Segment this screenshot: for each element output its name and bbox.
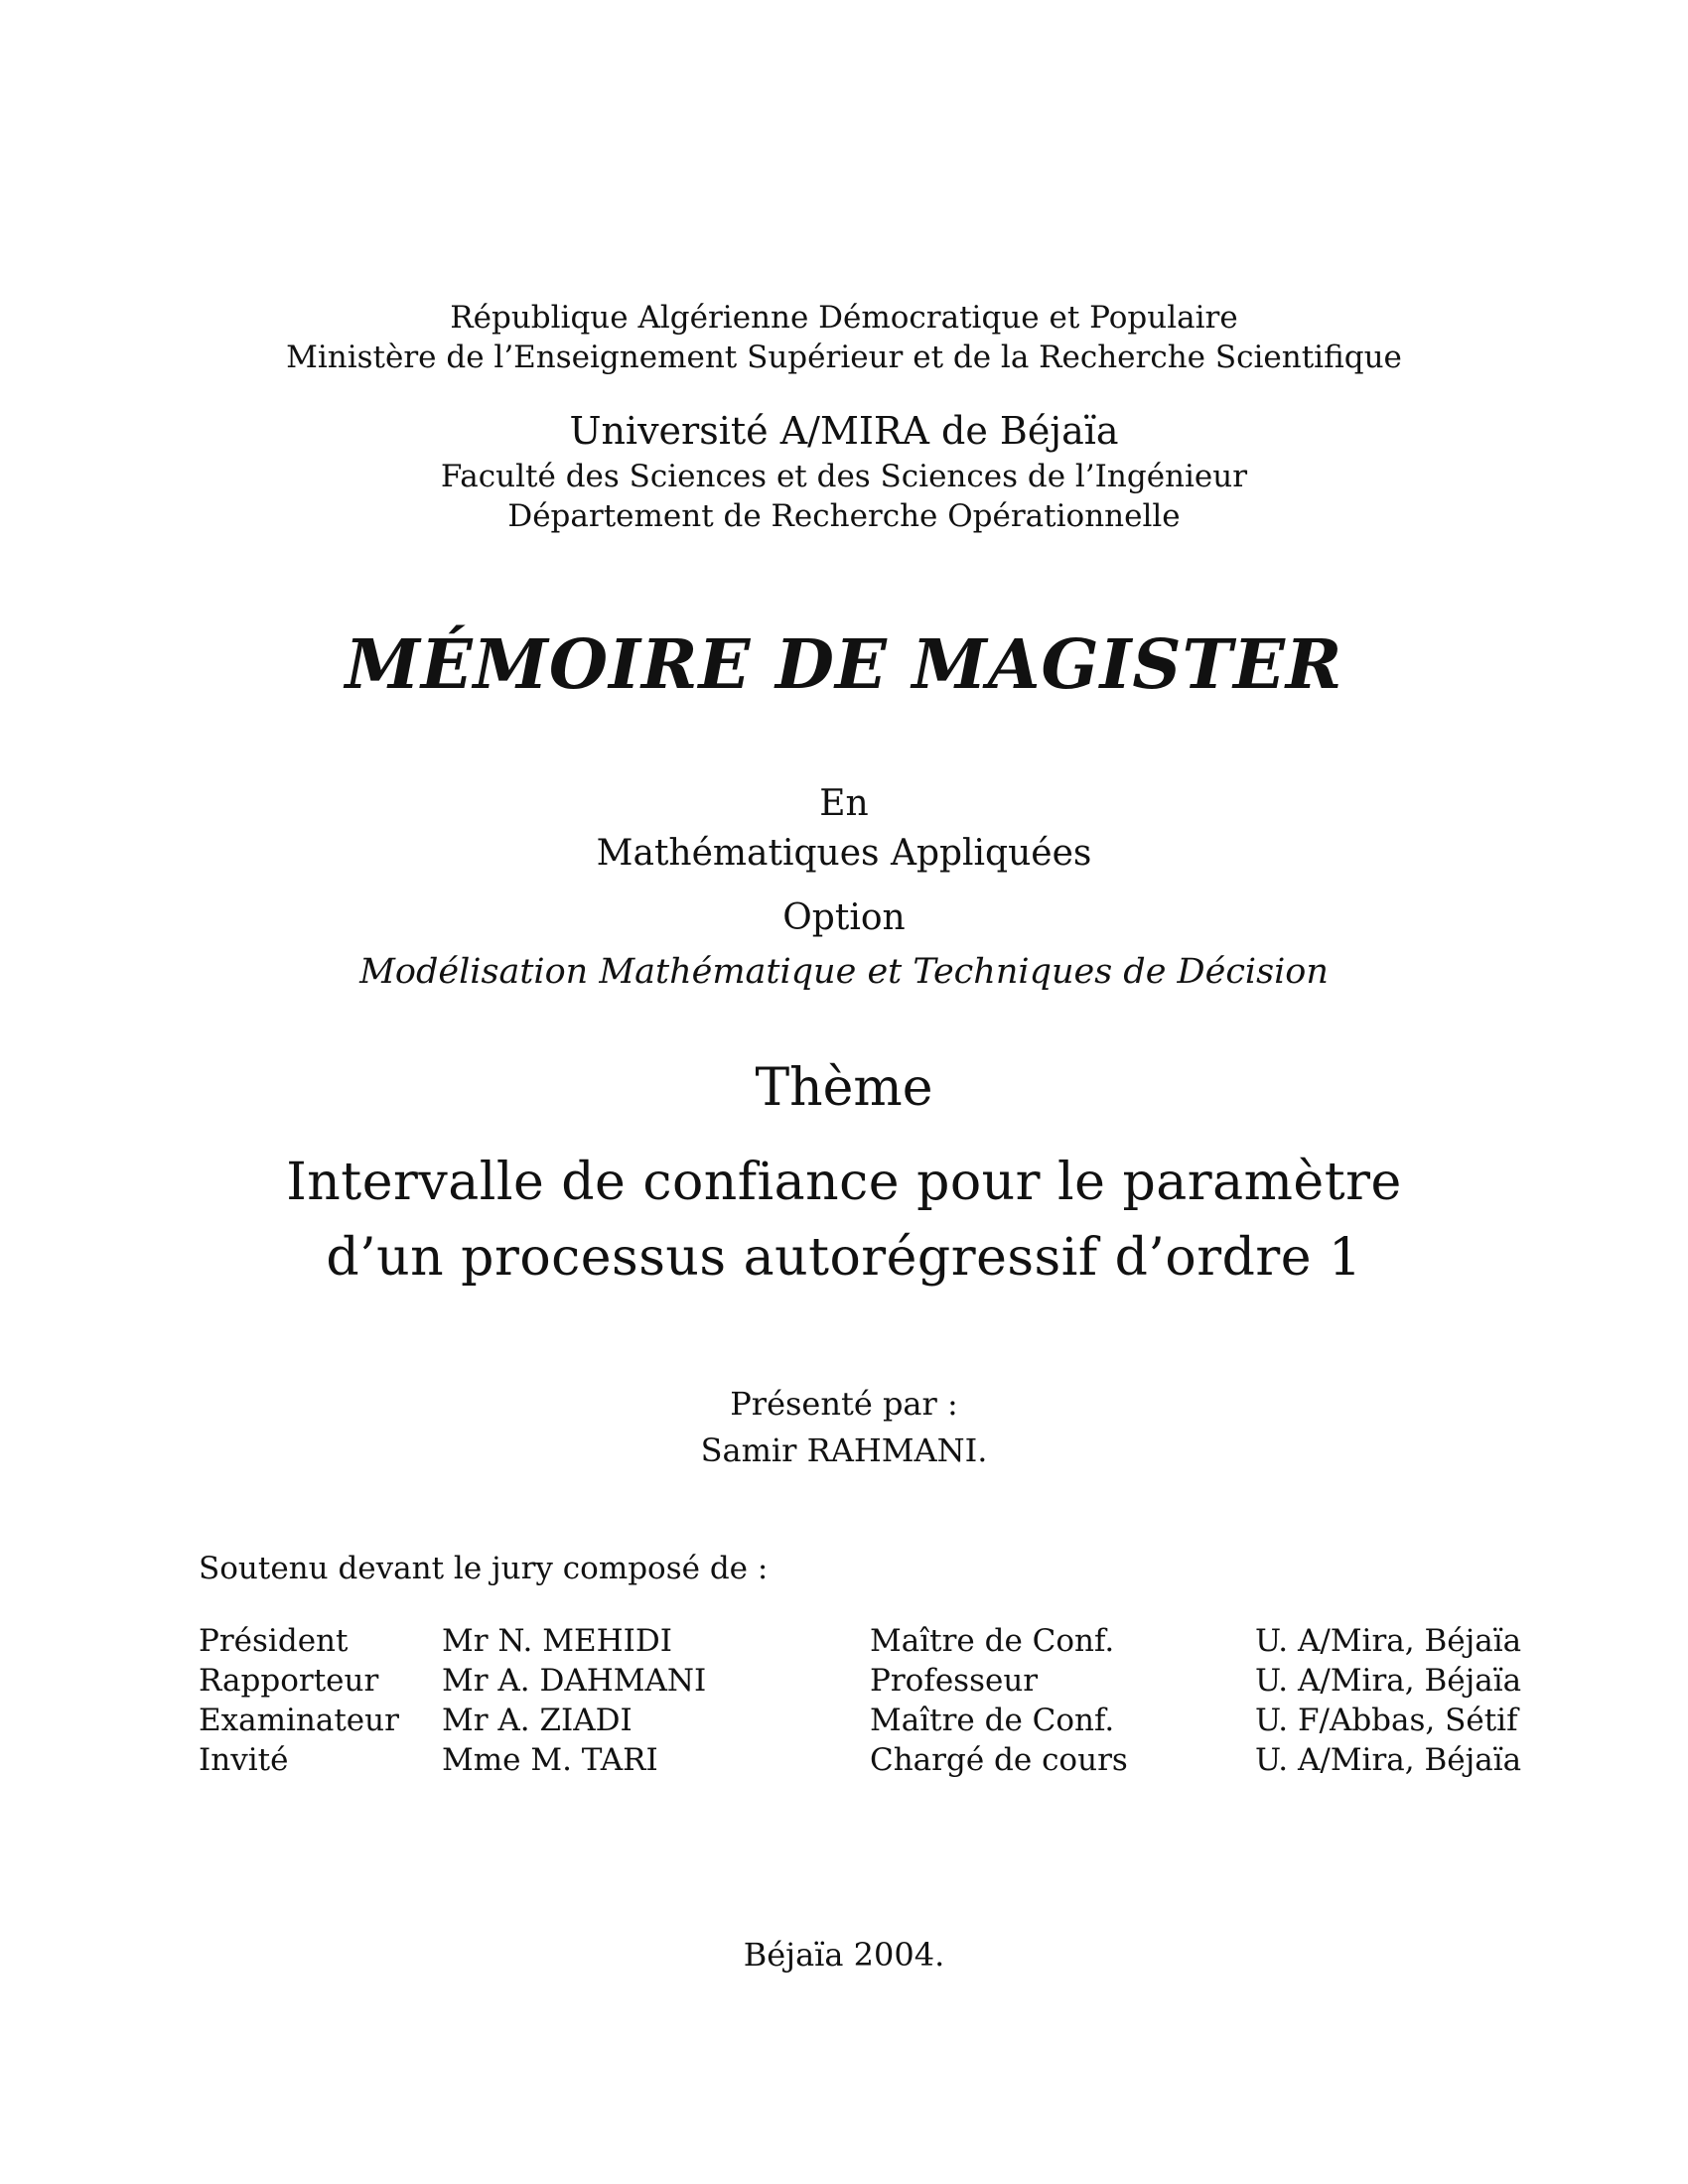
jury-institution: U. F/Abbas, Sétif [1255, 1703, 1518, 1738]
jury-institution: U. A/Mira, Béjaïa [1255, 1663, 1522, 1699]
university-name: Université A/MIRA de Béjaïa [569, 409, 1119, 453]
jury-grade: Maître de Conf. [870, 1623, 1115, 1659]
jury-member-name: Mr A. ZIADI [442, 1703, 633, 1738]
faculty-name: Faculté des Sciences et des Sciences de l’Ingénieur [440, 459, 1248, 494]
thesis-title-line-2: d’un processus autorégressif d’ordre 1 [326, 1228, 1362, 1288]
presenter-name: Samir RAHMANI. [700, 1432, 988, 1469]
jury-role: Examinateur [199, 1703, 399, 1738]
jury-role: Président [199, 1623, 349, 1659]
document-title: MÉMOIRE DE MAGISTER [345, 625, 1343, 705]
en-label: En [819, 783, 869, 824]
place-year: Béjaïa 2004. [743, 1936, 945, 1974]
presenter-label: Présenté par : [730, 1385, 958, 1423]
jury-grade: Chargé de cours [870, 1742, 1128, 1778]
republic-line: République Algérienne Démocratique et Populaire [450, 300, 1238, 336]
ministry-line: Ministère de l’Enseignement Supérieur et de la Recherche Scientifique [286, 340, 1402, 375]
jury-institution: U. A/Mira, Béjaïa [1255, 1742, 1522, 1778]
option-name: Modélisation Mathématique et Techniques de Décision [359, 952, 1329, 992]
jury-member-name: Mme M. TARI [442, 1742, 658, 1778]
jury-intro: Soutenu devant le jury composé de : [199, 1551, 769, 1586]
jury-grade: Maître de Conf. [870, 1703, 1115, 1738]
thesis-title-line-1: Intervalle de confiance pour le paramètre [286, 1153, 1402, 1212]
field-name: Mathématiques Appliquées [596, 833, 1092, 874]
jury-role: Rapporteur [199, 1663, 379, 1699]
theme-label: Thème [755, 1058, 933, 1118]
jury-member-name: Mr N. MEHIDI [442, 1623, 673, 1659]
option-label: Option [782, 897, 906, 938]
jury-institution: U. A/Mira, Béjaïa [1255, 1623, 1522, 1659]
department-name: Département de Recherche Opérationnelle [507, 498, 1181, 534]
jury-grade: Professeur [870, 1663, 1039, 1699]
jury-role: Invité [199, 1742, 289, 1778]
jury-member-name: Mr A. DAHMANI [442, 1663, 707, 1699]
